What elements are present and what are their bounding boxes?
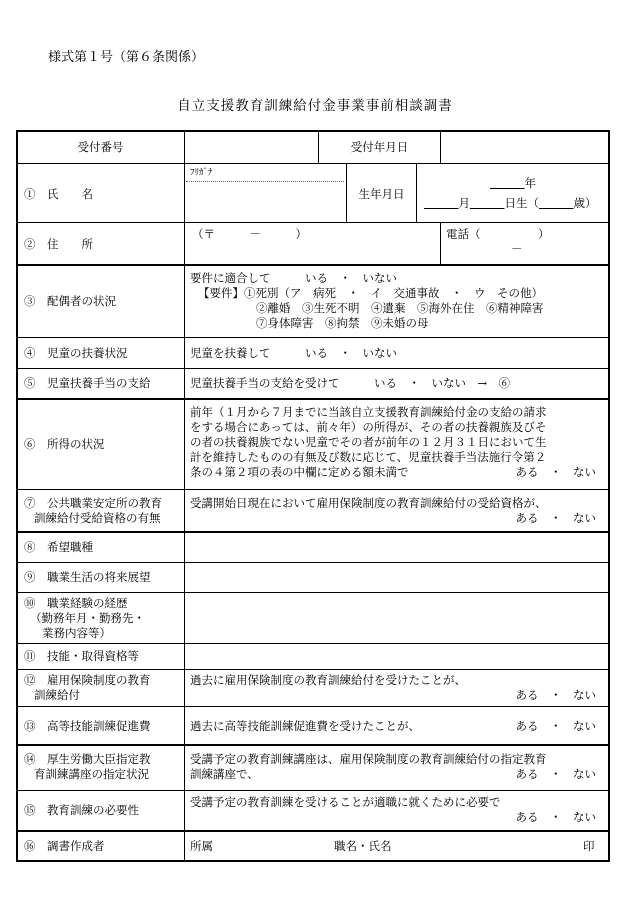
designated-course-label-2: 育訓練講座の指定状況 <box>34 767 149 781</box>
skills-label: ⑪ 技能・取得資格等 <box>24 649 139 663</box>
spouse-eligibility-text: 要件に適合して いる ・ いない <box>190 271 397 285</box>
row-divider <box>16 489 610 490</box>
designated-course-text-2: 訓練講座で、 <box>190 767 259 781</box>
form-reference: 様式第１号（第６条関係） <box>48 50 205 65</box>
row-divider <box>16 337 610 338</box>
reception-date-label: 受付年月日 <box>350 140 409 154</box>
training-necessity-text: 受講予定の教育訓練を受けることが適職に就くために必要で <box>190 795 501 809</box>
advanced-skill-label: ⑬ 高等技能訓練促進費 <box>24 719 151 733</box>
birthdate-label: 生年月日 <box>358 187 405 201</box>
spouse-requirement-line: ⑦身体障害 ⑧拘禁 ⑨未婚の母 <box>256 316 429 330</box>
employment-eligibility-label-2: 訓練給付受給資格の有無 <box>34 511 161 525</box>
row-divider <box>16 744 610 746</box>
row-divider <box>16 264 610 266</box>
employment-eligibility-text: 受講開始日現在において雇用保険制度の教育訓練給付の受給資格が、 <box>190 496 547 510</box>
row-divider <box>16 222 610 223</box>
row-divider <box>16 398 610 400</box>
child-care-text: 児童を扶養して いる ・ いない <box>190 346 397 360</box>
row-divider <box>16 706 610 707</box>
child-allowance-label: ⑤ 児童扶養手当の支給 <box>24 376 151 390</box>
preparer-affiliation-label: 所属 <box>190 839 213 853</box>
income-text-line: 前年（１月から７月までに当該自立支援教育訓練給付金の支給の請求 <box>190 405 547 419</box>
income-text-line: をする場合にあっては、前々年）の所得が、その者の扶養親族及びそ <box>190 420 547 434</box>
row-divider <box>16 643 610 644</box>
birth-month-day-field[interactable]: 月 日生（ 歳） <box>458 196 597 210</box>
document-title: 自立支援教育訓練給付金事業事前相談調書 <box>177 98 453 114</box>
reception-number-label: 受付番号 <box>77 140 124 154</box>
ei-training-label: ⑫ 雇用保険制度の教育 <box>24 673 151 687</box>
row-divider <box>16 368 610 369</box>
spouse-status-label: ③ 配偶者の状況 <box>24 294 116 308</box>
designated-course-label: ⑭ 厚生労働大臣指定教 <box>24 752 151 766</box>
income-text-line: の者の扶養親族でない児童でその者が前年の１２月３１日において生 <box>190 435 547 449</box>
furigana-label: ﾌﾘｶﾞﾅ <box>190 168 213 178</box>
advanced-skill-choice[interactable]: ある ・ ない <box>515 719 596 733</box>
income-text-line: 条の４第２項の表の中欄に定める額未満で <box>190 465 409 479</box>
column-divider <box>184 131 185 861</box>
ei-training-label-2: 訓練給付 <box>34 688 80 702</box>
work-experience-label: ⑩ 職業経験の経歴 <box>24 596 128 610</box>
child-care-label: ④ 児童の扶養状況 <box>24 346 128 360</box>
income-text-line: 計を維持したものの有無及び数に応じて、児童扶養手当法施行令第２ <box>190 450 547 464</box>
job-wanted-label: ⑧ 希望職種 <box>24 540 93 554</box>
seal-mark: 印 <box>583 839 595 853</box>
training-necessity-label: ⑮ 教育訓練の必要性 <box>24 803 139 817</box>
column-divider <box>440 131 441 163</box>
phone-field[interactable]: 電話（ ） <box>446 227 550 241</box>
spouse-requirement-line: ②離婚 ③生死不明 ④遺棄 ⑤海外在住 ⑥精神障害 <box>256 301 544 315</box>
furigana-divider <box>186 181 344 182</box>
employment-eligibility-label: ⑦ 公共職業安定所の教育 <box>24 496 162 510</box>
column-divider <box>416 163 417 222</box>
advanced-skill-text: 過去に高等技能訓練促進費を受けたことが、 <box>190 719 420 733</box>
row-divider <box>16 592 610 593</box>
work-experience-label-3: 業務内容等） <box>42 626 111 640</box>
spouse-requirement-line: 【要件】①死別（ア 病死 ・ イ 交通事故 ・ ウ その他） <box>198 286 543 300</box>
ei-training-text: 過去に雇用保険制度の教育訓練給付を受けたことが、 <box>190 673 466 687</box>
employment-choice[interactable]: ある ・ ない <box>515 511 596 525</box>
row-divider <box>16 669 610 670</box>
training-necessity-choice[interactable]: ある ・ ない <box>515 810 596 824</box>
postal-code-field[interactable]: （〒 － ） <box>192 227 307 241</box>
address-label: ② 住 所 <box>24 237 93 251</box>
row-divider <box>16 562 610 563</box>
future-outlook-label: ⑨ 職業生活の将来展望 <box>24 570 151 584</box>
row-divider <box>16 163 610 164</box>
birth-year-field[interactable]: 年 <box>524 176 536 190</box>
column-divider <box>440 222 441 264</box>
designated-course-choice[interactable]: ある ・ ない <box>515 767 596 781</box>
preparer-name-label: 職名・氏名 <box>334 839 392 853</box>
income-choice[interactable]: ある ・ ない <box>515 465 596 479</box>
phone-dash: － <box>511 242 523 256</box>
work-experience-label-2: （勤務年月・勤務先・ <box>30 611 145 625</box>
row-divider <box>16 830 610 832</box>
designated-course-text: 受講予定の教育訓練講座は、雇用保険制度の教育訓練給付の指定教育 <box>190 752 547 766</box>
income-label: ⑥ 所得の状況 <box>24 437 105 451</box>
row-divider <box>16 531 610 533</box>
row-divider <box>16 790 610 791</box>
preparer-label: ⑯ 調書作成者 <box>24 839 105 853</box>
child-allowance-text: 児童扶養手当の支給を受けて いる ・ いない → ⑥ <box>190 376 511 390</box>
ei-training-choice[interactable]: ある ・ ない <box>515 688 596 702</box>
name-label: ① 氏 名 <box>24 187 93 201</box>
